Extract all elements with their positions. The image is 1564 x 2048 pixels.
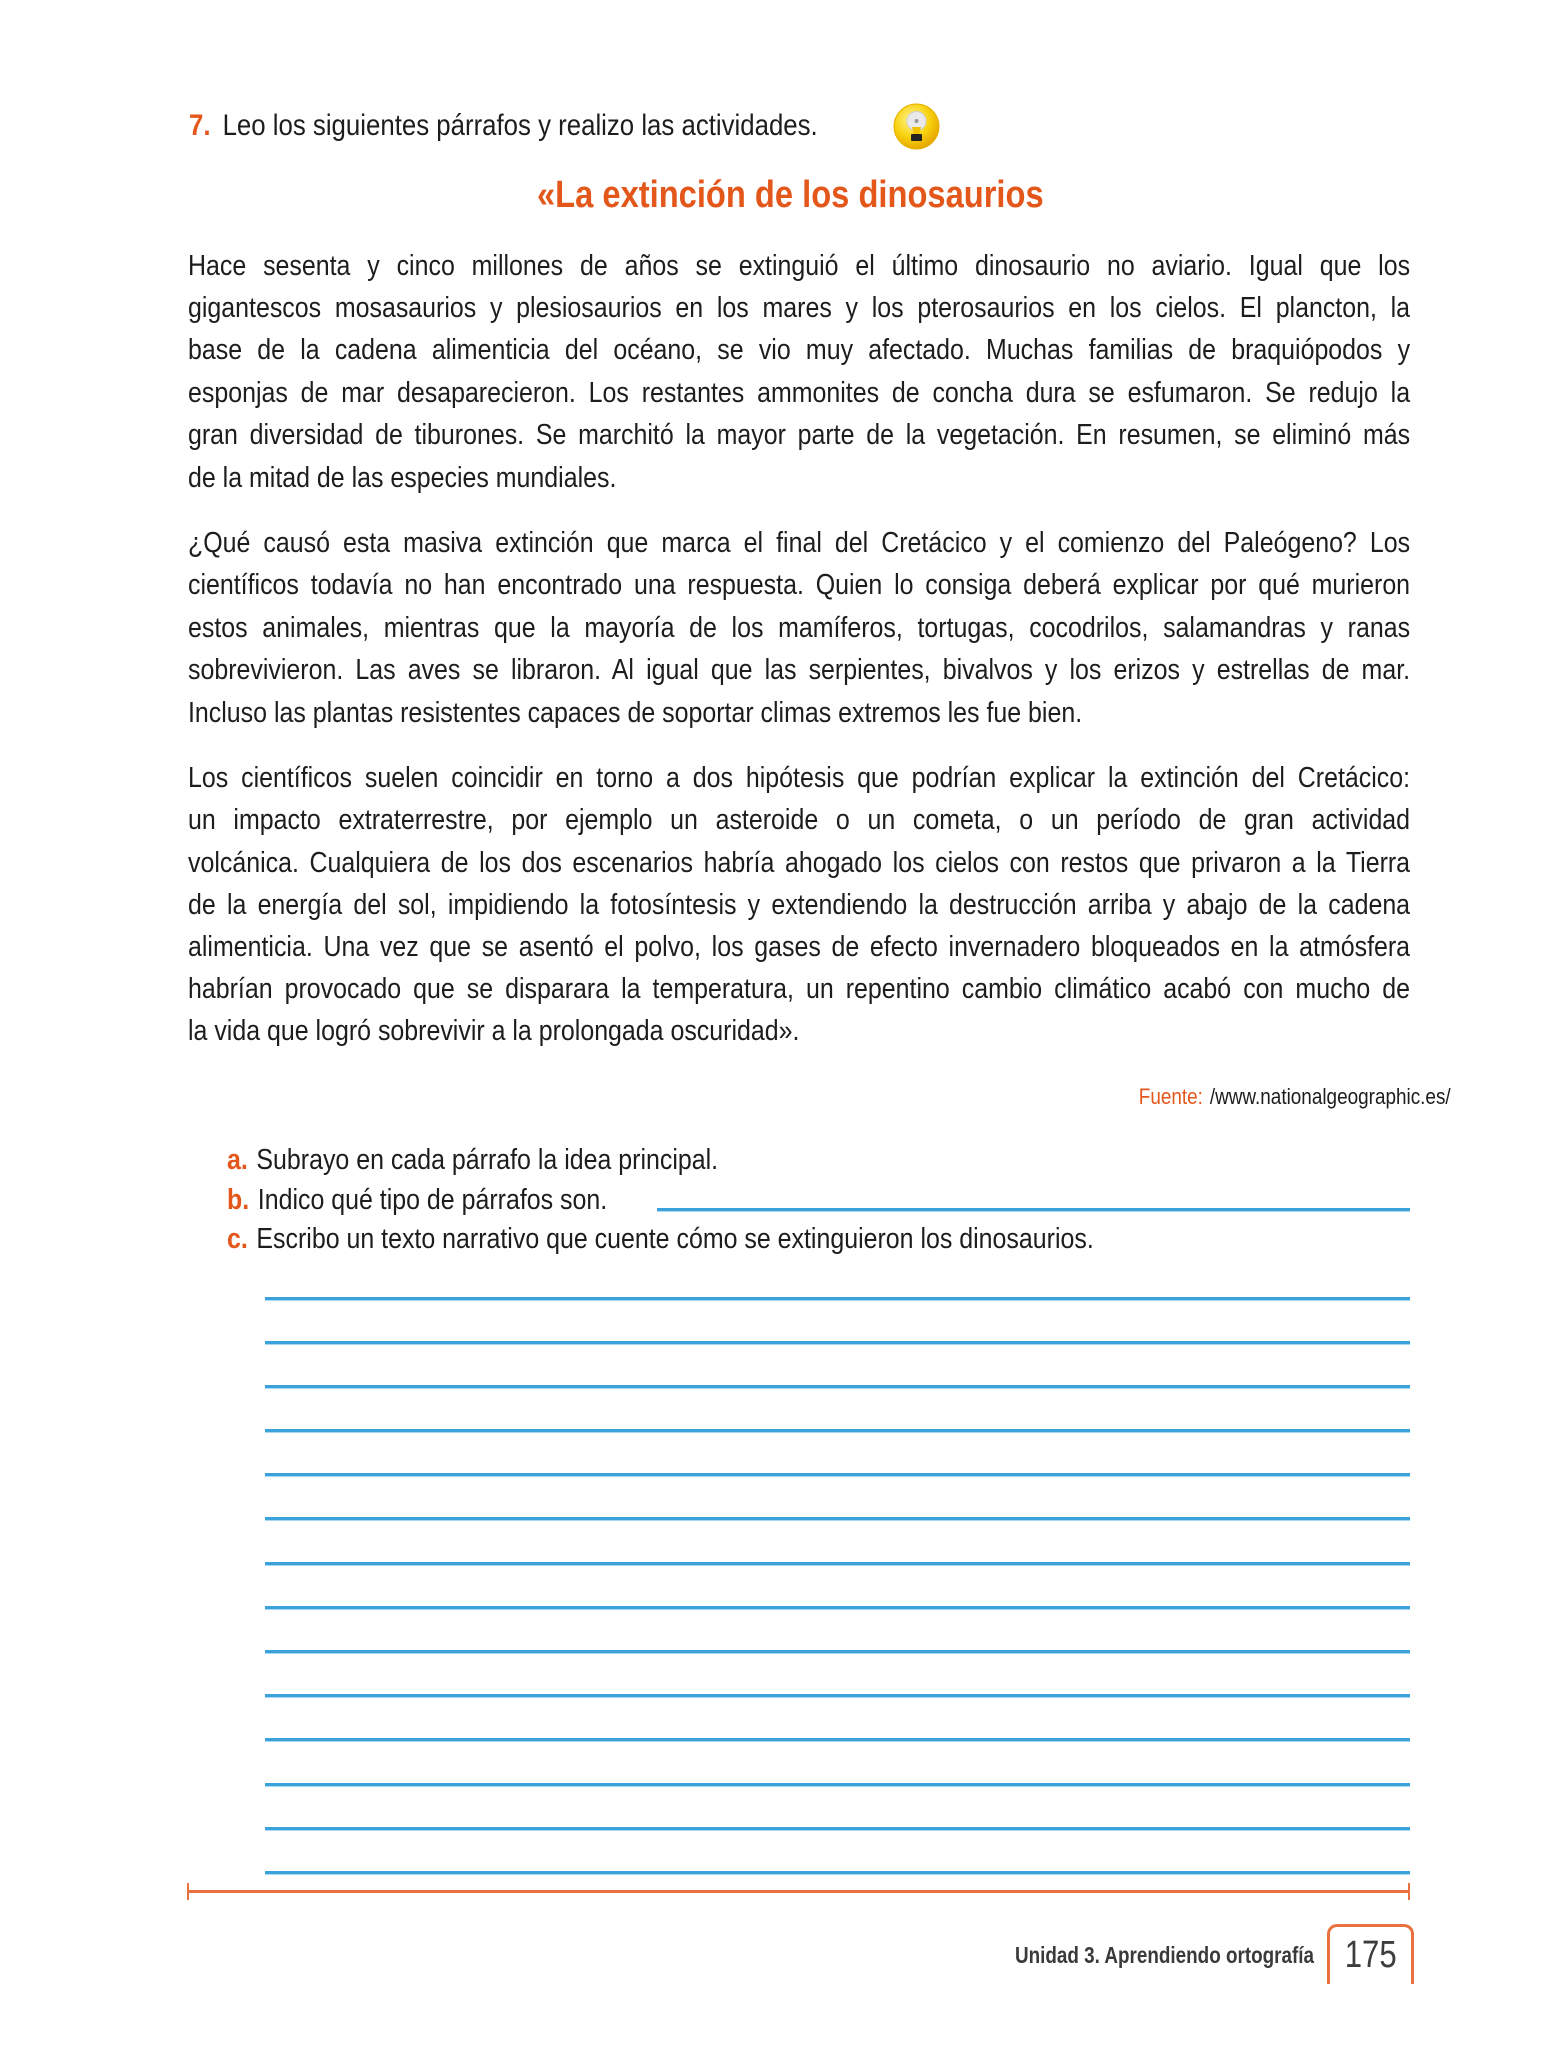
unit-label: Unidad 3. Aprendiendo ortografía xyxy=(1015,1942,1314,1968)
task-a xyxy=(227,1140,718,1180)
writing-line[interactable] xyxy=(265,1473,1410,1477)
page-number: 175 xyxy=(1344,1934,1397,1976)
writing-line[interactable] xyxy=(265,1517,1410,1521)
activity-heading xyxy=(189,104,818,148)
paragraph-line: Hace sesenta y cinco millones de años se extinguió el último dinosaurio no aviario. Igual que los xyxy=(188,250,1411,282)
paragraph-line: la vida que logró sobrevivir a la prolongada oscuridad». xyxy=(188,1015,800,1047)
activity-instruction: Leo los siguientes párrafos y realizo las actividades. xyxy=(222,109,818,142)
paragraph-line: de la mitad de las especies mundiales. xyxy=(188,462,617,494)
source-label: Fuente: xyxy=(1138,1084,1203,1109)
paragraph-line: científicos todavía no han encontrado una respuesta. Quien lo consiga deberá explicar por qué murieron xyxy=(188,569,1411,601)
paragraph-line: esponjas de mar desaparecieron. Los restantes ammonites de concha dura se esfumaron. Se redujo la xyxy=(188,377,1411,409)
answer-line-b[interactable] xyxy=(657,1208,1410,1212)
task-text: Escribo un texto narrativo que cuente cómo se extinguieron los dinosaurios. xyxy=(256,1223,1094,1255)
task-text: Indico qué tipo de párrafos son. xyxy=(257,1184,608,1216)
page-number-box xyxy=(1327,1924,1414,1984)
task-letter: c. xyxy=(227,1223,248,1255)
writing-line[interactable] xyxy=(265,1827,1410,1831)
paragraph-line: estos animales, mientras que la mayoría de los mamíferos, tortugas, cocodrilos, salamandras y ranas xyxy=(188,612,1411,644)
task-letter: a. xyxy=(227,1144,248,1176)
activity-number: 7. xyxy=(189,109,211,142)
paragraph-line: habrían provocado que se disparara la temperatura, un repentino cambio climático acabó con mucho de xyxy=(188,973,1411,1005)
paragraph-line: Los científicos suelen coincidir en torno a dos hipótesis que podrían explicar la extinción del Cretácico: xyxy=(188,762,1411,794)
paragraph-line: un impacto extraterrestre, por ejemplo un asteroide o un cometa, o un período de gran actividad xyxy=(188,804,1411,836)
task-b xyxy=(227,1180,607,1220)
writing-line[interactable] xyxy=(265,1606,1410,1610)
paragraph-line: ¿Qué causó esta masiva extinción que marca el final del Cretácico y el comienzo del Paleógeno? Los xyxy=(188,527,1411,559)
writing-line[interactable] xyxy=(265,1871,1410,1875)
writing-line[interactable] xyxy=(265,1738,1410,1742)
paragraph-line: gran diversidad de tiburones. Se marchitó la mayor parte de la vegetación. En resumen, se eliminó más xyxy=(188,419,1411,451)
source-url: /www.nationalgeographic.es/ xyxy=(1209,1084,1451,1109)
writing-line[interactable] xyxy=(265,1694,1410,1698)
paragraph-line: gigantescos mosasaurios y plesiosaurios en los mares y los pterosaurios en los cielos. El plancton, la xyxy=(188,292,1411,324)
writing-line[interactable] xyxy=(265,1562,1410,1566)
footer-divider xyxy=(187,1890,1410,1893)
footer-divider-tick-right xyxy=(1408,1883,1410,1900)
writing-line[interactable] xyxy=(265,1341,1410,1345)
paragraph-line: de la energía del sol, impidiendo la fotosíntesis y extendiendo la destrucción arriba y abajo de la cadena xyxy=(188,889,1411,921)
lightbulb-icon xyxy=(893,103,940,150)
paragraph-line: base de la cadena alimenticia del océano, se vio muy afectado. Muchas familias de braquiópodos y xyxy=(188,334,1411,366)
writing-line[interactable] xyxy=(265,1783,1410,1787)
writing-line[interactable] xyxy=(265,1297,1410,1301)
paragraph-line: volcánica. Cualquiera de los dos escenarios habría ahogado los cielos con restos que privaron a la Tierra xyxy=(188,847,1411,879)
footer-divider-tick-left xyxy=(187,1883,189,1900)
paragraph-line: alimenticia. Una vez que se asentó el polvo, los gases de efecto invernadero bloqueados en la atmósfera xyxy=(188,931,1411,963)
paragraph-line: sobrevivieron. Las aves se libraron. Al igual que las serpientes, bivalvos y los erizos y estrellas de mar. xyxy=(188,654,1411,686)
task-text: Subrayo en cada párrafo la idea principal. xyxy=(256,1144,719,1176)
task-c xyxy=(227,1219,1094,1259)
paragraph-line: Incluso las plantas resistentes capaces de soportar climas extremos les fue bien. xyxy=(188,697,1083,729)
task-letter: b. xyxy=(227,1184,250,1216)
writing-line[interactable] xyxy=(265,1385,1410,1389)
writing-line[interactable] xyxy=(265,1429,1410,1433)
writing-line[interactable] xyxy=(265,1650,1410,1654)
reading-title: «La extinción de los dinosaurios xyxy=(537,174,1044,216)
source-citation xyxy=(1088,1084,1451,1110)
